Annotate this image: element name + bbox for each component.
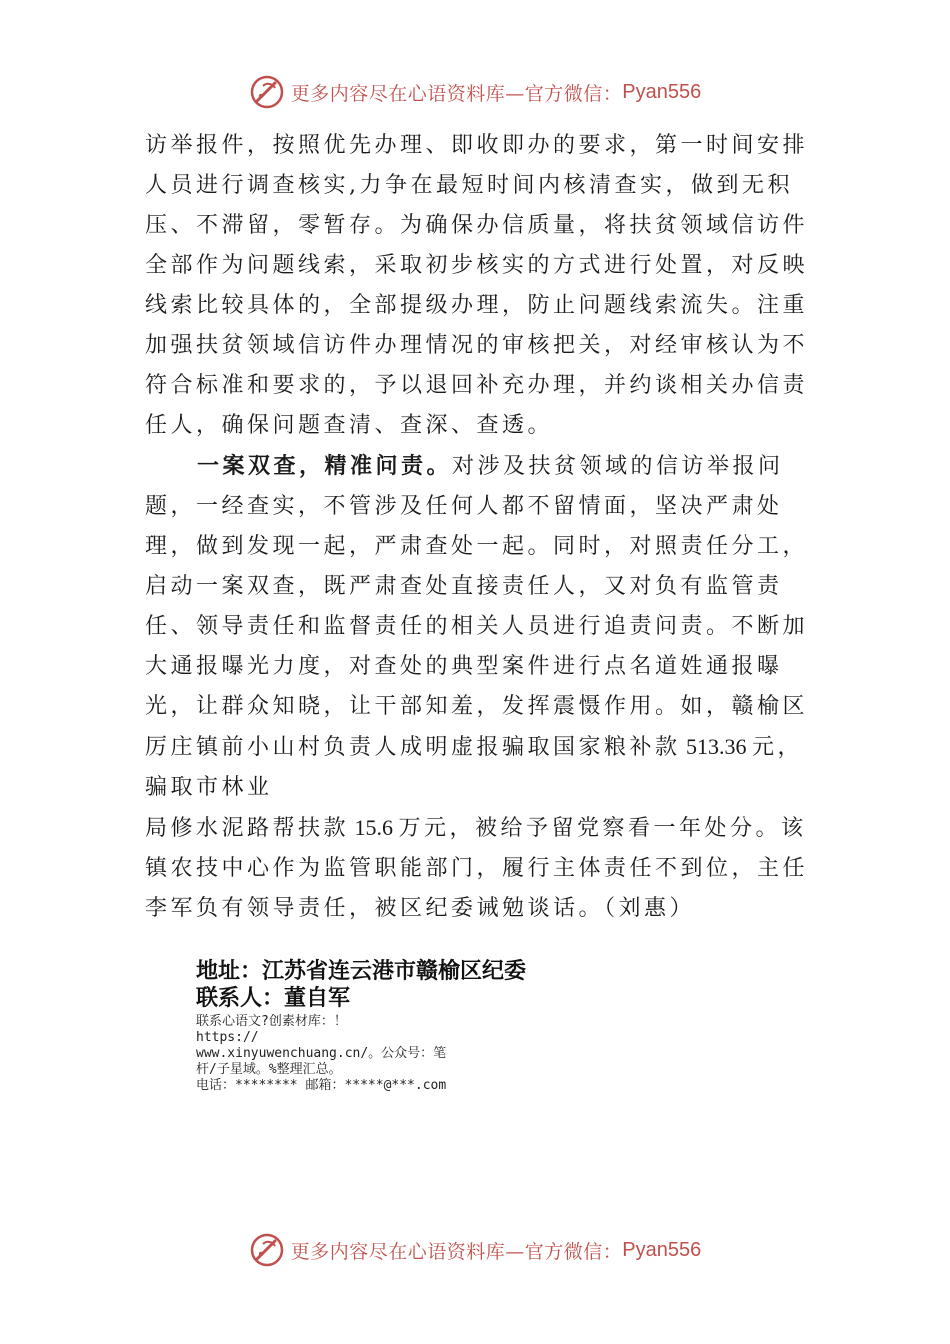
paragraph-2-mid: 元，骗取市林业: [145, 735, 804, 800]
pen-logo-icon: [249, 1232, 285, 1268]
amount-1: 513.36: [680, 734, 753, 759]
paragraph-3: [145, 808, 810, 929]
contact-line-2: https://: [196, 1030, 259, 1045]
paragraph-2-body: 对涉及扶贫领域的信访举报问题，一经查实，不管涉及任何人都不留情面，坚决严肃处理，做到发现一起，严肃查处一起。同时，对照责任分工，启动一案双查，既严肃查处直接责任人，又对负有监管责任、领导责任和监督责任的相关人员进行追责问责。不断加大通报曝光力度，对查处的典型案件进行点名道姓通报曝光，让群众知晓，让干部知羞，发挥震慑作用。如，赣榆区厉庄镇前小山村负责人成明虚报骗取国家粮补款: [145, 454, 809, 760]
paragraph-2: [145, 446, 810, 808]
pen-logo-icon: [249, 74, 285, 110]
paragraph-2-heading: 一案双查，精准问责。: [197, 453, 453, 479]
banner-text: 更多内容尽在心语资料库—官方微信：: [290, 82, 623, 105]
paragraph-1: 访举报件，按照优先办理、即收即办的要求，第一时间安排人员进行调查核实,力争在最短时间内核清查实，做到无积压、不滞留，零暂存。为确保办信质量，将扶贫领域信访件全部作为问题线索，采取初步核实的方式进行处置，对反映线索比较具体的，全部提级办理，防止问题线索流失。注重加强扶贫领域信访件办理情况的审核把关，对经审核认为不符合标准和要求的，予以退回补充办理，并约谈相关办信责任人，确保问题查清、查深、查透。: [145, 133, 809, 438]
paragraph-3-start: 局修水泥路帮扶款: [145, 816, 350, 841]
header-banner: [0, 72, 950, 112]
paragraph-3-body: 万元，被给予留党察看一年处分。该镇农技中心作为监管职能部门，履行主体责任不到位，主任李军负有领导责任，被区纪委诫勉谈话。（刘惠）: [145, 816, 809, 921]
contact-block: [196, 1014, 456, 1094]
banner-text: 更多内容尽在心语资料库—官方微信：: [290, 1240, 623, 1263]
contact-person-line: 联系人：董自军: [196, 986, 351, 1011]
address-line: 地址：江苏省连云港市赣榆区纪委: [196, 959, 527, 984]
contact-line-1: 联系心语文?创素材库：！: [196, 1014, 347, 1029]
contact-line-4: 电话：******** 邮箱：*****@***.com: [196, 1078, 447, 1093]
address-block: [196, 958, 696, 1012]
contact-line-3: www.xinyuwenchuang.cn/。公众号：笔杆/子星域。%整理汇总。: [196, 1046, 447, 1077]
article-body: [145, 126, 810, 929]
amount-2: 15.6: [349, 815, 399, 840]
footer-banner: [0, 1230, 950, 1270]
wechat-id: Pyan556: [622, 1238, 702, 1261]
wechat-id: Pyan556: [622, 80, 702, 103]
